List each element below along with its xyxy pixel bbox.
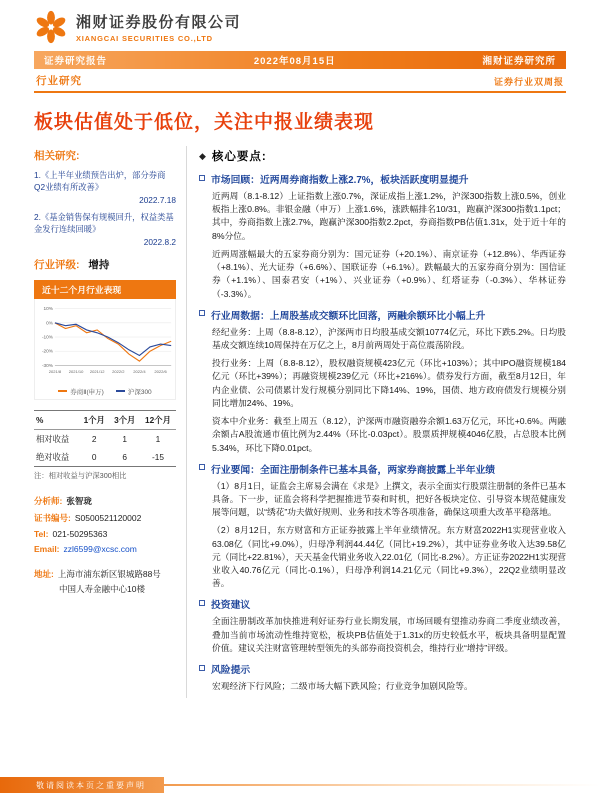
svg-text:2022/6: 2022/6	[154, 368, 167, 374]
brand	[34, 10, 566, 44]
square-bullet-icon	[199, 600, 205, 606]
paragraph: 投行业务：上周（8.8-8.12），股权融资规模423亿元（环比+103%）；其中IPO融资规模184亿元（环比+39%）；再融资规模239亿元（环比+216%）。债券发行方面，截至8月12日，年内企业债、公司债累计发行规模分别同比下降14%、19%，国债、地方政府债发行规模分别同比增加24%、19%。	[212, 358, 566, 408]
section-heading: 风险提示	[211, 665, 251, 677]
analyst-name: 张智珑	[66, 495, 92, 506]
main-content	[186, 146, 566, 698]
address-row	[34, 568, 176, 580]
table-header-row	[34, 410, 176, 429]
report-series: 证券行业双周报	[493, 77, 564, 87]
industry-rating	[34, 257, 176, 272]
table-row	[34, 429, 176, 448]
legend-item: 券商Ⅱ(申万)	[58, 387, 104, 396]
chart-title: 近十二个月行业表现	[34, 280, 176, 299]
legend-item: 沪深300	[116, 387, 152, 396]
report-category: 行业研究	[36, 75, 82, 87]
related-research-item[interactable]	[34, 211, 176, 247]
company-logo-icon	[34, 10, 68, 44]
paragraph: 近两周涨幅最大的五家券商分别为：国元证券（+20.1%）、南京证券（+12.8%）、华西证券（+8.1%）、光大证券（+6.6%）、国联证券（+6.1%）。跌幅最大的五家券商分别为：国信证券（+1.1%）、国泰君安（+1%）、兴业证券（+0.9%）、红塔证券（-0.3%）、华林证券（-3.3%）。	[212, 248, 566, 299]
footer	[0, 777, 600, 793]
cert-row	[34, 512, 176, 524]
section-industry-news	[199, 462, 566, 591]
related-research-title[interactable]: 2.《基金销售保有规模回升，权益类基金发行连续回暖》	[34, 211, 174, 235]
report-date: 2022年08月15日	[253, 56, 336, 67]
table-row	[34, 448, 176, 467]
company-name: 湘财证券股份有限公司	[76, 14, 242, 31]
performance-table	[34, 410, 176, 467]
footer-disclaimer: 敬请阅读本页之重要声明	[36, 780, 146, 790]
svg-text:2021/12: 2021/12	[89, 368, 105, 374]
svg-text:0%: 0%	[46, 321, 54, 327]
table-cell: 相对收益	[36, 433, 70, 444]
section-heading: 行业要闻：全面注册制条件已基本具备，两家券商披露上半年业绩	[211, 464, 496, 476]
table-header-cell: %	[34, 410, 79, 429]
address-row2	[34, 583, 176, 595]
section-investment-advice	[199, 597, 566, 655]
square-bullet-icon	[199, 665, 205, 671]
table-cell: 1	[122, 433, 127, 444]
legend-swatch	[58, 390, 67, 392]
square-bullet-icon	[199, 175, 205, 181]
section-heading-row	[199, 662, 566, 676]
analyst-info	[34, 495, 176, 595]
related-research-item[interactable]	[34, 169, 176, 205]
section-heading-row	[199, 308, 566, 322]
section-market-review	[199, 172, 566, 301]
table-header-cell: 12个月	[140, 410, 176, 429]
svg-text:2022/4: 2022/4	[133, 368, 146, 374]
svg-text:-20%: -20%	[41, 349, 54, 355]
address-label: 地址:	[34, 568, 54, 579]
section-heading: 行业周数据：上周股基成交额环比回落，两融余额环比小幅上升	[211, 310, 486, 322]
paragraph: 全面注册制改革加快推进利好证券行业长期发展，市场回暖有望推动券商二季度业绩改善，叠加当前市场流动性维持宽松，板块PB估值处于1.31x的历史较低水平，板块具备明显配置价值。建议关注财富管理转型领先的头部券商投资机会，维持行业“增持”评级。	[212, 616, 566, 653]
square-bullet-icon	[199, 464, 205, 470]
address-line2: 中国人寿金融中心10楼	[59, 583, 145, 594]
section-heading-row	[199, 597, 566, 611]
sidebar	[34, 146, 186, 698]
svg-text:10%: 10%	[43, 306, 54, 312]
chart-legend	[36, 387, 174, 396]
svg-text:2022/2: 2022/2	[112, 368, 125, 374]
category-row	[34, 69, 566, 93]
section-heading-row	[199, 462, 566, 476]
paragraph: 近两周（8.1-8.12）上证指数上涨0.7%，深证成指上涨1.2%，沪深300指数上涨0.5%，创业板指上涨0.8%。非银金融（申万）上涨1.6%，涨跌幅排名10/31，跑赢沪深300指数1.1pct；其中，券商指数上涨2.7%，跑赢沪深300指数2.2pct，券商指数PB估值1.31x，处于近十年的8%分位。	[212, 191, 566, 241]
analyst-label: 分析师:	[34, 495, 63, 506]
section-risk-warning	[199, 662, 566, 693]
table-note: 注：相对收益与沪深300相比	[34, 470, 127, 480]
paragraph: 经纪业务：上周（8.8-8.12），沪深两市日均股基成交额10774亿元，环比下跌5.2%。日均股基成交额连续10周保持在万亿之上，8月前两周处于高位震荡阶段。	[212, 326, 566, 350]
svg-text:2021/8: 2021/8	[48, 368, 62, 374]
section-heading: 投资建议	[211, 600, 251, 612]
core-points-heading: 核心要点:	[211, 151, 267, 163]
performance-line-chart	[36, 303, 174, 386]
cert-number: S0500521120002	[74, 512, 142, 523]
table-header-cell: 3个月	[109, 410, 139, 429]
table-cell: 绝对收益	[34, 448, 79, 467]
related-research-date: 2022.8.2	[143, 236, 176, 247]
company-name-en: XIANGCAI SECURITIES CO.,LTD	[76, 34, 213, 43]
footer-band	[0, 777, 164, 793]
section-weekly-data	[199, 308, 566, 455]
tel-row	[34, 529, 176, 539]
report-title: 板块估值处于低位，关注中报业绩表现	[34, 112, 375, 133]
table-cell: 6	[109, 448, 139, 467]
paragraph: （1）8月1日，证监会主席易会满在《求是》上撰文，表示全面实行股票注册制的条件已基本具备。下一步，证监会将科学把握推进节奏和时机，把好各板块定位、引导资本规范健康发展等问题，以“绣花”功夫做好规则、业务和技术等各项准备，确保这项重大改革平稳落地。	[212, 480, 566, 518]
svg-text:2021/10: 2021/10	[68, 368, 84, 374]
email-label: Email:	[34, 543, 60, 554]
analyst-row	[34, 495, 176, 507]
paragraph: 资本中介业务：截至上周五（8.12），沪深两市融资融券余额1.63万亿元，环比+0.6%。两融余额占A股流通市值比例为2.44%（环比-0.03pct）。股票质押规模4046亿股，占总股本比例5.34%，环比下降0.01pct。	[212, 416, 566, 453]
tel-number: 021-50295363	[52, 528, 108, 539]
report-type-band	[34, 51, 566, 69]
svg-text:-30%: -30%	[41, 363, 54, 369]
paragraph: （2）8月12日，东方财富和方正证券披露上半年业绩情况。东方财富2022H1实现营业收入63.08亿（同比+9.0%），归母净利润44.44亿（同比+19.2%），其中证券业务收入达39.58亿元（同比+22.81%），天天基金代销业务收入22.01亿（同比-8.2%）。方正证券2022H1实现营业收入40.76亿元（同比-0.1%），归母净利润14.21亿元（同比+9.3%），22Q2业绩明显改善。	[212, 525, 566, 589]
email-row	[34, 544, 176, 554]
section-heading: 市场回顾：近两周券商指数上涨2.7%，板块活跃度明显提升	[211, 175, 469, 186]
address-line1: 上海市浦东新区银城路88号	[57, 568, 161, 579]
footer-rule	[164, 784, 600, 787]
rating-value: 增持	[88, 258, 110, 271]
cert-label: 证书编号:	[34, 512, 71, 523]
related-research-heading: 相关研究:	[34, 150, 80, 162]
square-bullet-icon	[199, 310, 205, 316]
table-cell: 0	[79, 448, 109, 467]
research-institute-label: 湘财证券研究所	[482, 56, 556, 67]
table-header-cell: 1个月	[79, 410, 109, 429]
core-points-heading-row	[199, 148, 566, 164]
table-cell: -15	[140, 448, 176, 467]
related-research-date: 2022.7.18	[139, 194, 176, 205]
industry-performance-chart	[34, 299, 176, 400]
company-name-block	[76, 11, 241, 43]
related-research-title[interactable]: 1.《上半年业绩预告出炉，部分券商Q2业绩有所改善》	[34, 170, 166, 193]
diamond-icon: ◆	[199, 150, 207, 161]
paragraph: 宏观经济下行风险；二级市场大幅下跌风险；行业竞争加剧风险等。	[212, 681, 473, 692]
legend-swatch	[116, 390, 125, 392]
rating-label: 行业评级:	[34, 258, 80, 271]
report-type-label: 证券研究报告	[44, 56, 108, 67]
tel-label: Tel:	[34, 528, 49, 539]
email-address[interactable]: zzl6599@xcsc.com	[63, 543, 137, 554]
content-columns	[34, 146, 566, 698]
table-cell: 1	[155, 433, 161, 444]
section-heading-row	[199, 172, 566, 186]
svg-text:-10%: -10%	[41, 335, 54, 341]
table-cell: 2	[91, 433, 97, 444]
